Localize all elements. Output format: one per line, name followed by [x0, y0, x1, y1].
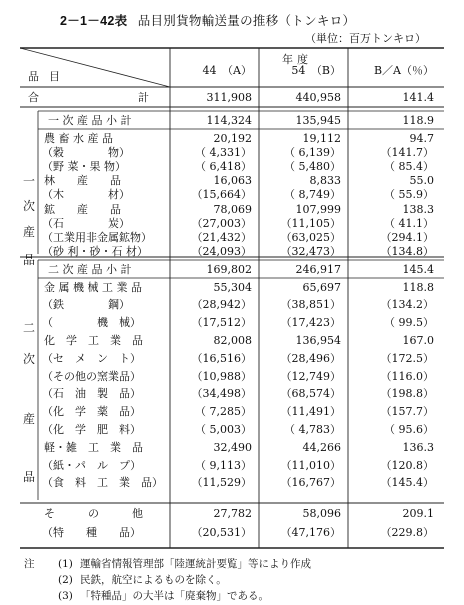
row-label: 合 計 — [28, 90, 149, 104]
side-label-primary-1: 一 — [22, 174, 35, 188]
cell-value-44: （20,531） — [191, 525, 252, 539]
cell-value-54: 44,266 — [302, 440, 341, 454]
cell-ratio: （198.8） — [380, 387, 434, 401]
row-label: （化 学 薬 品） — [42, 405, 141, 419]
cell-ratio: （134.2） — [380, 298, 434, 312]
cell-value-54: 440,958 — [295, 90, 341, 104]
cell-ratio: 118.8 — [402, 280, 434, 294]
cell-value-44: （24,093） — [191, 245, 252, 259]
cell-value-54: 246,917 — [295, 262, 341, 276]
cell-value-44: 20,192 — [213, 131, 252, 145]
cell-value-54: （68,574） — [280, 387, 341, 401]
row-label: （穀 物） — [42, 145, 130, 159]
cell-value-54: （16,767） — [280, 476, 341, 490]
note-text: 「特種品」の大半は「廃棄物」である。 — [80, 590, 269, 602]
cell-value-44: 55,304 — [213, 280, 252, 294]
header-col-ratio: B／A（％） — [373, 64, 434, 77]
cell-value-54: 107,999 — [295, 202, 341, 216]
row-label: 農 畜 水 産 品 — [44, 131, 113, 145]
cell-value-44: （10,988） — [191, 369, 252, 383]
cell-value-54: （ 6,139） — [284, 145, 341, 159]
table-number: 2－1－42表 — [60, 14, 128, 28]
row-label: （セ メ ン ト） — [42, 351, 141, 365]
table-title-text: 品目別貨物輸送量の推移（トンキロ） — [137, 13, 356, 28]
cell-ratio: （157.7） — [380, 405, 434, 419]
cell-value-44: 169,802 — [206, 262, 252, 276]
cell-value-54: （ 5,480） — [284, 159, 341, 173]
row-label: （紙・パ ル プ） — [42, 458, 142, 472]
note-number: (3) — [58, 590, 73, 602]
cell-ratio: （ 95.6） — [384, 422, 434, 436]
cell-value-54: （63,025） — [280, 230, 341, 244]
unit-note: （単位：百万トンキロ） — [305, 32, 426, 45]
row-label: （鉄 鋼） — [42, 298, 130, 312]
cell-ratio: （ 55.9） — [384, 188, 434, 202]
header-item: 品目 — [28, 70, 70, 83]
cell-value-54: （17,423） — [280, 316, 341, 330]
cell-value-44: 16,063 — [213, 174, 252, 188]
row-label: （砂 利・砂・石 材） — [42, 245, 148, 259]
row-label: （石 炭） — [42, 216, 130, 230]
cell-value-54: 19,112 — [302, 131, 341, 145]
row-label: （石 油 製 品） — [42, 387, 141, 401]
side-label-primary-4: 品 — [22, 253, 35, 267]
cell-value-44: （17,512） — [191, 316, 252, 330]
cell-ratio: （120.8） — [380, 458, 434, 472]
row-label: （ 機 械） — [42, 316, 141, 330]
cell-value-54: （11,491） — [280, 405, 341, 419]
cell-ratio: （ 99.5） — [384, 316, 434, 330]
cell-ratio: （229.8） — [380, 525, 434, 539]
row-label: 一 次 産 品 小 計 — [48, 113, 132, 127]
cell-value-44: （ 4,331） — [195, 145, 252, 159]
cell-ratio: 55.0 — [409, 174, 434, 188]
cell-value-44: 27,782 — [213, 506, 252, 520]
row-label: 軽・雑 工 業 品 — [44, 440, 143, 454]
header-col-54: 54 （B） — [291, 64, 341, 77]
row-label: （木 材） — [42, 188, 130, 202]
row-label: 化 学 工 業 品 — [44, 333, 143, 347]
cell-value-54: 8,833 — [309, 174, 341, 188]
note-text: 民鉄，航空によるものを除く。 — [80, 574, 227, 586]
cell-value-54: （11,105） — [280, 216, 341, 230]
side-label-secondary-1: 二 — [22, 321, 35, 335]
note-number: (1) — [58, 558, 73, 570]
side-label-secondary-2: 次 — [22, 352, 35, 366]
cell-value-54: 65,697 — [302, 280, 341, 294]
side-label-secondary-3: 産 — [22, 412, 35, 426]
cell-ratio: 209.1 — [402, 506, 434, 520]
cell-ratio: （172.5） — [380, 351, 434, 365]
cell-value-44: （27,003） — [191, 216, 252, 230]
row-label: （食 料 工 業 品） — [42, 476, 163, 490]
cell-value-44: （34,498） — [191, 387, 252, 401]
row-label: 二 次 産 品 小 計 — [48, 262, 132, 276]
cell-ratio: 118.9 — [402, 113, 434, 127]
cell-value-44: （ 6,418） — [195, 159, 252, 173]
cell-ratio: 94.7 — [409, 131, 434, 145]
row-label: （特 種 品） — [42, 525, 141, 539]
row-label: （工業用非金属鉱物） — [42, 230, 152, 244]
row-label: 金 属 機 械 工 業 品 — [44, 280, 142, 294]
cell-ratio: 167.0 — [402, 333, 434, 347]
cell-value-54: （12,749） — [280, 369, 341, 383]
header-col-44: 44 （A） — [202, 64, 252, 77]
data-table — [20, 47, 444, 549]
cell-value-44: 82,008 — [213, 333, 252, 347]
cell-value-44: （11,529） — [191, 476, 252, 490]
cell-value-44: （16,516） — [191, 351, 252, 365]
cell-value-54: （ 4,783） — [284, 422, 341, 436]
cell-ratio: 138.3 — [402, 202, 434, 216]
cell-ratio: （ 85.4） — [384, 159, 434, 173]
cell-ratio: （116.0） — [380, 369, 434, 383]
cell-value-54: （38,851） — [280, 298, 341, 312]
cell-ratio: （ 41.1） — [384, 216, 434, 230]
cell-value-54: （11,010） — [280, 458, 341, 472]
cell-value-44: 32,490 — [213, 440, 252, 454]
cell-value-54: （32,473） — [280, 245, 341, 259]
cell-value-44: （15,664） — [191, 188, 252, 202]
note-text: 運輸省情報管理部「陸運統計要覧」等により作成 — [80, 558, 311, 570]
cell-ratio: 145.4 — [402, 262, 434, 276]
header-fiscal-year: 年度 — [282, 53, 312, 66]
cell-ratio: 141.4 — [402, 90, 434, 104]
cell-value-44: 311,908 — [206, 90, 252, 104]
table-title — [60, 11, 355, 29]
row-label: （その他の窯業品） — [42, 369, 141, 383]
cell-ratio: （294.1） — [380, 230, 434, 244]
cell-value-44: （ 7,285） — [195, 405, 252, 419]
side-label-primary-3: 産 — [22, 225, 35, 239]
row-label: そ の 他 — [44, 506, 143, 520]
cell-value-54: （47,176） — [280, 525, 341, 539]
cell-value-44: 114,324 — [206, 113, 252, 127]
cell-value-44: （28,942） — [191, 298, 252, 312]
cell-ratio: （145.4） — [380, 476, 434, 490]
cell-value-44: （ 9,113） — [195, 458, 252, 472]
note-number: (2) — [58, 574, 73, 586]
cell-value-44: （ 5,003） — [195, 422, 252, 436]
cell-value-44: 78,069 — [213, 202, 252, 216]
side-label-primary-2: 次 — [22, 199, 35, 213]
cell-ratio: （141.7） — [380, 145, 434, 159]
row-label: 林 産 品 — [44, 174, 121, 188]
cell-value-54: 135,945 — [295, 113, 341, 127]
cell-value-54: 136,954 — [295, 333, 341, 347]
side-label-secondary-4: 品 — [22, 470, 35, 484]
cell-value-44: （21,432） — [191, 230, 252, 244]
row-label: （野 菜・果 物） — [42, 159, 126, 173]
cell-ratio: 136.3 — [402, 440, 434, 454]
row-label: （化 学 肥 料） — [42, 422, 141, 436]
cell-ratio: （134.8） — [380, 245, 434, 259]
cell-value-54: （ 8,749） — [284, 188, 341, 202]
row-label: 鉱 産 品 — [44, 202, 121, 216]
cell-value-54: 58,096 — [302, 506, 341, 520]
notes-key: 注 — [24, 558, 35, 570]
cell-value-54: （28,496） — [280, 351, 341, 365]
